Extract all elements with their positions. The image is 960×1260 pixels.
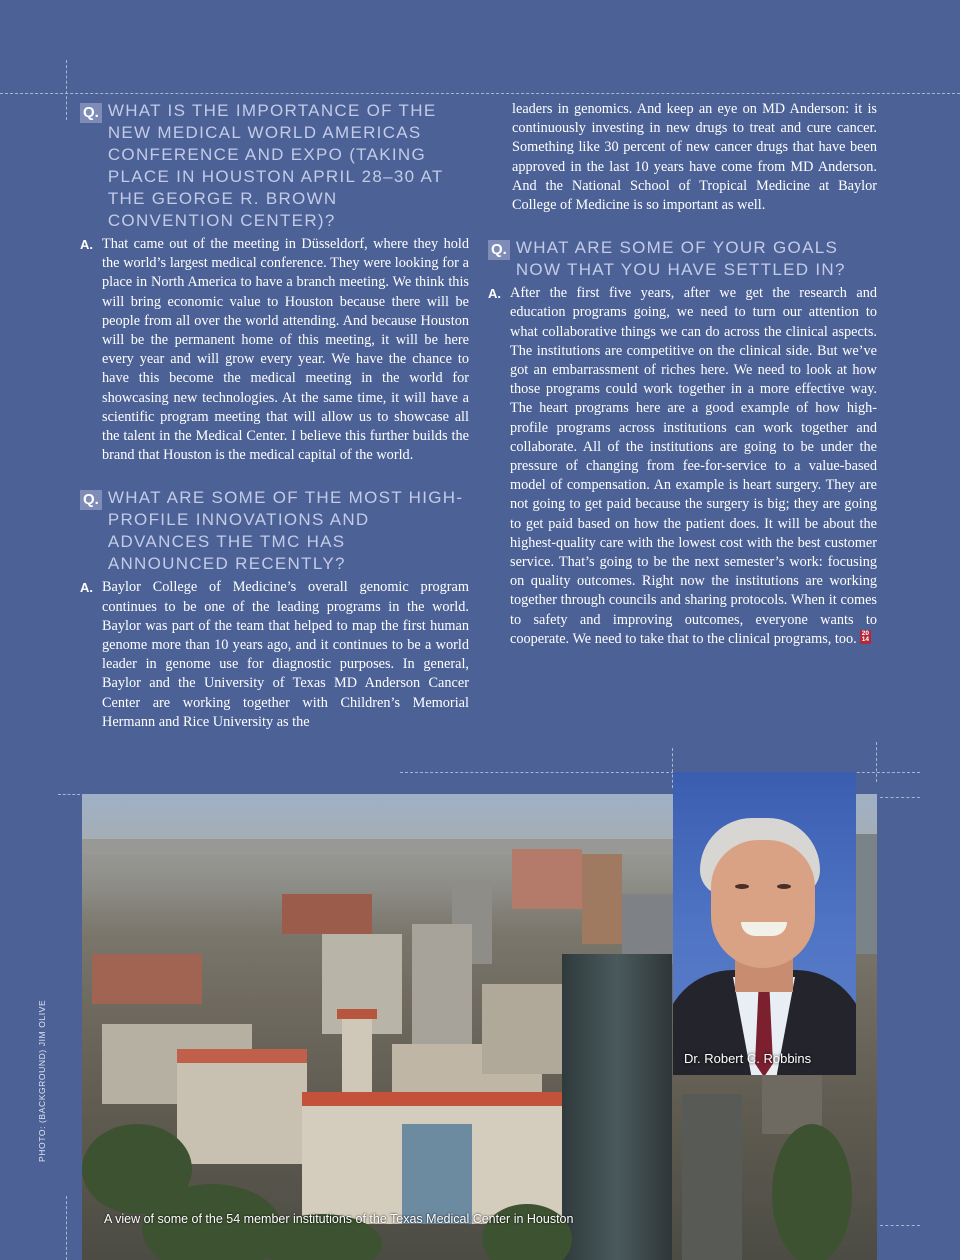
question-badge: Q. bbox=[80, 103, 102, 123]
question-text: WHAT IS THE IMPORTANCE OF THE NEW MEDICAL WORLD AMERICAS CONFERENCE AND EXPO (TAKING PLACE IN HOUSTON APRIL 28–30 AT THE GEORGE R. BROWN CONVENTION CENTER)? bbox=[107, 101, 444, 230]
end-mark-bottom: 14 bbox=[861, 635, 869, 643]
question-badge: Q. bbox=[80, 490, 102, 510]
qa-block-1 bbox=[80, 100, 469, 465]
question-2 bbox=[80, 487, 469, 575]
tree bbox=[772, 1124, 852, 1260]
answer-body: After the first five years, after we get the research and education programs going, we need to turn our attention to what collaborative things we can do across the clinical aspects. The institutions are competitive on the clinical side. But we’ve got an embarrassment of riches here. We need to look at how those programs could work together in a more effective way. The heart programs here are a good example of how high-profile programs across institutions can work together and collaborate. All of the institutions are going to be under the pressure of changing from fee-for-service to a value-based model of compensation. An example is heart surgery. They are not going to get paid because the surgery is big; they are going to get paid based on how the patient does. It will be about the highest-quality care with the lowest cost with the best customer service. That’s going to be the next semester’s work: focusing on quality outcomes. Right now the institutions are working together through councils and sharing protocols. When it comes to safety and improving outcomes, everyone wants to cooperate. We need to take that to the clinical programs, too. bbox=[510, 285, 877, 647]
qa-block-3 bbox=[488, 237, 877, 649]
building bbox=[512, 849, 582, 909]
bottom-guide-line bbox=[880, 1225, 920, 1226]
building bbox=[562, 954, 672, 1260]
building bbox=[337, 1009, 377, 1019]
portrait-photo bbox=[673, 772, 856, 1075]
answer-text bbox=[510, 284, 877, 649]
portrait-left-eye bbox=[735, 884, 749, 889]
photo-top-guide-line bbox=[58, 794, 80, 795]
answer-label: A. bbox=[488, 286, 501, 302]
question-1 bbox=[80, 100, 469, 232]
photo-right-guide-line bbox=[880, 797, 920, 798]
building bbox=[282, 894, 372, 934]
answer-text: That came out of the meeting in Düsseldorf, where they hold the world’s largest medical conference. They were looking for a place in North America to have a branch meeting. We think this will bring economic value to Houston because there will be people from all over the world attending. And because Houston will be the permanent home of this meeting, it will be here every year and will grow every year. We have the chance to have this become the medical meeting in the world for showcasing new technologies. At the same time, it will have a scientific program meeting that will allow us to showcase all the talent in the Medical Center. I believe this further builds the brand that Houston is the medical capital of the world. bbox=[102, 236, 469, 464]
qa-block-2 bbox=[80, 487, 469, 732]
answer-label: A. bbox=[80, 237, 93, 252]
question-3 bbox=[488, 237, 877, 281]
top-guide-line bbox=[0, 93, 960, 94]
answer-3 bbox=[488, 284, 877, 649]
answer-1 bbox=[80, 235, 469, 465]
building bbox=[482, 984, 562, 1074]
continued-answer-text: leaders in genomics. And keep an eye on MD Anderson: it is continuously investing in new drugs to treat and cure cancer. Something like 30 percent of new cancer drugs that have been approved in the last 10 years have come from MD Anderson. And the National School of Tropical Medicine at Baylor College of Medicine is so important as well. bbox=[512, 101, 877, 214]
portrait-smile bbox=[741, 922, 787, 936]
question-text: WHAT ARE SOME OF YOUR GOALS NOW THAT YOU HAVE SETTLED IN? bbox=[515, 238, 846, 280]
left-guide-line bbox=[66, 60, 67, 120]
building bbox=[177, 1054, 307, 1164]
right-column bbox=[488, 100, 877, 671]
continued-answer bbox=[512, 100, 877, 215]
building bbox=[177, 1049, 307, 1063]
photo-credit: PHOTO: (BACKGROUND) JIM OLIVE bbox=[37, 999, 47, 1162]
building bbox=[302, 1092, 572, 1106]
photo-left-guide-line bbox=[66, 1196, 67, 1260]
portrait-face bbox=[711, 840, 815, 968]
left-column bbox=[80, 100, 469, 754]
building bbox=[582, 854, 622, 944]
answer-text: Baylor College of Medicine’s overall genomic program continues to be one of the leading programs in the world. Baylor was part of the team that helped to map the first human genome more than 10 years ago, and it continues to be a world leader in genome use for diagnostic purposes. In general, Baylor and the University of Texas MD Anderson Cancer Center are working together with Children’s Memorial Hermann and Rice University as the bbox=[102, 579, 469, 730]
question-text: WHAT ARE SOME OF THE MOST HIGH-PROFILE INNOVATIONS AND ADVANCES THE TMC HAS ANNOUNCED RECENTLY? bbox=[107, 488, 464, 574]
building bbox=[682, 1094, 742, 1260]
end-mark-top: 20 bbox=[861, 629, 869, 637]
portrait-caption: Dr. Robert C. Robbins bbox=[684, 1051, 812, 1066]
end-of-article-mark bbox=[860, 630, 871, 644]
building bbox=[412, 924, 472, 1044]
building bbox=[402, 1124, 472, 1224]
right-guide-line bbox=[876, 742, 877, 782]
question-badge: Q. bbox=[488, 240, 510, 260]
photo-caption: A view of some of the 54 member institutions of the Texas Medical Center in Houston bbox=[104, 1212, 574, 1226]
answer-2 bbox=[80, 578, 469, 732]
answer-label: A. bbox=[80, 580, 93, 596]
portrait-right-eye bbox=[777, 884, 791, 889]
building bbox=[92, 954, 202, 1004]
